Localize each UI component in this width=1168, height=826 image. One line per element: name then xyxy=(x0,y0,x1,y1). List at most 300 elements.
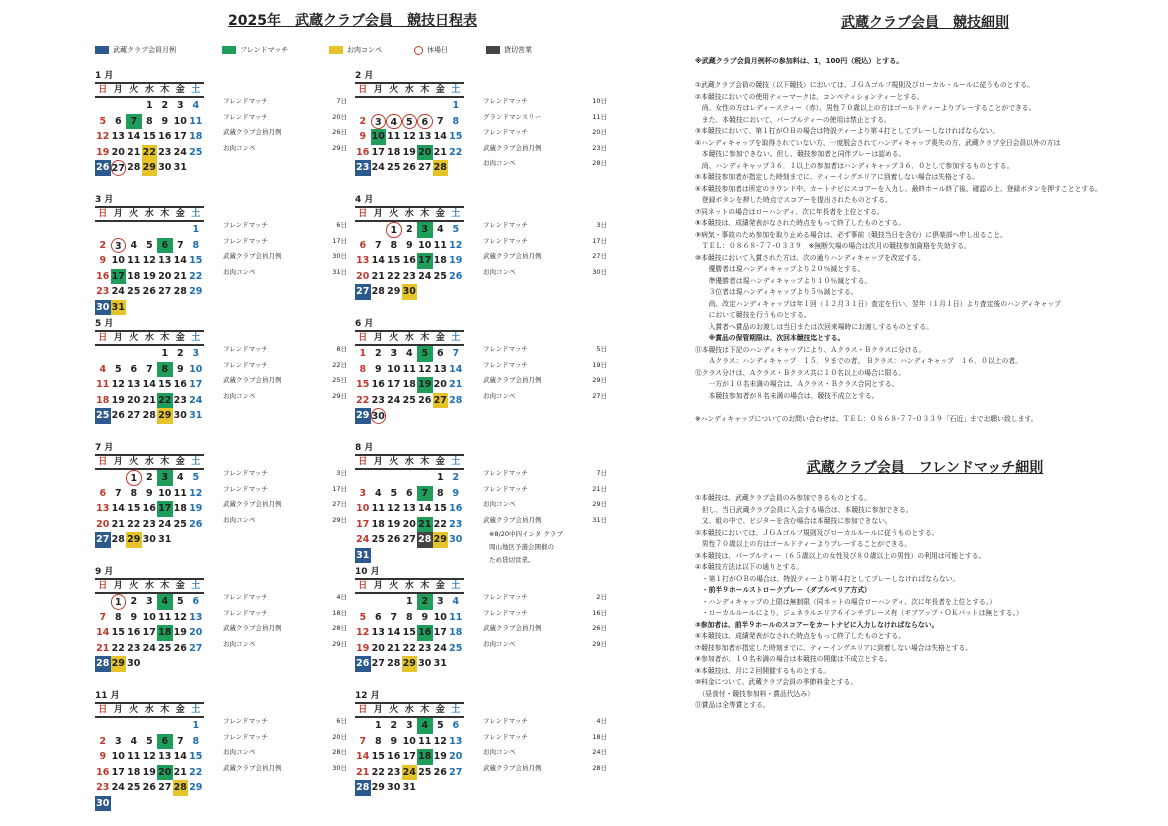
event-name: フレンドマッチ xyxy=(483,345,528,353)
legend-swatch xyxy=(486,46,500,54)
calendar-day: 22 xyxy=(189,270,203,282)
event-item xyxy=(223,110,347,126)
calendar-day: 7 xyxy=(176,239,184,251)
empty-day xyxy=(95,594,111,610)
empty-day xyxy=(142,796,158,812)
event-item xyxy=(483,497,607,513)
calendar-day: 6 xyxy=(452,720,460,731)
calendar-day: 17 xyxy=(433,627,447,638)
event-date: 24日 xyxy=(592,748,607,756)
weekday-label: 水 xyxy=(402,455,418,469)
calendar-day: 27 xyxy=(371,658,385,669)
event-name: フレンドマッチ xyxy=(483,608,528,617)
calendar-day: 26 xyxy=(418,394,432,406)
weekday-label: 月 xyxy=(371,455,387,469)
weekday-label: 土 xyxy=(188,207,204,221)
week-row xyxy=(355,734,464,750)
calendar-day: 6 xyxy=(99,487,107,499)
month-title: 12 月 xyxy=(355,691,380,701)
week-row xyxy=(95,486,204,502)
week-row xyxy=(355,377,464,393)
event-name: お肉コンペ xyxy=(483,748,516,756)
weekday-label: 月 xyxy=(371,579,387,593)
weekday-label: 水 xyxy=(142,455,158,469)
event-list xyxy=(223,342,347,404)
calendar-day: 16 xyxy=(356,146,370,158)
empty-day xyxy=(386,98,402,114)
empty-day xyxy=(95,470,111,486)
empty-day xyxy=(173,532,189,548)
calendar-day: 7 xyxy=(114,487,122,499)
calendar-day: 5 xyxy=(176,596,184,607)
calendar-day: 26 xyxy=(95,160,111,176)
calendar-day: 12 xyxy=(173,611,187,623)
event-item xyxy=(223,389,347,405)
calendar-day: 15 xyxy=(127,503,141,514)
month-calendar xyxy=(95,454,204,548)
legend-label: お肉コンペ xyxy=(347,46,382,54)
calendar-day: 7 xyxy=(99,611,107,623)
event-name: 武蔵クラブ会員月例 xyxy=(483,252,542,260)
month-calendar xyxy=(355,206,464,300)
weekday-label: 土 xyxy=(188,703,204,717)
empty-day xyxy=(142,222,158,238)
event-list xyxy=(223,94,347,156)
calendar-day: 24 xyxy=(158,518,172,530)
calendar-day: 16 xyxy=(158,131,172,142)
weekday-label: 火 xyxy=(386,207,402,221)
week-row xyxy=(355,625,464,641)
calendar-day: 23 xyxy=(418,642,432,654)
event-item xyxy=(483,141,607,157)
weekday-label: 木 xyxy=(417,579,433,593)
calendar-day: 26 xyxy=(173,642,187,654)
rule-line: 尚、改定ハンディキャップは年１回（１２月３１日）査定を行い、翌年（１月１日）より査定後のハンディキャップ xyxy=(695,299,1061,308)
calendar-day: 22 xyxy=(433,518,447,530)
calendar-day: 7 xyxy=(417,486,433,502)
empty-day xyxy=(355,470,371,486)
empty-day xyxy=(433,548,449,564)
calendar-day: 26 xyxy=(189,518,203,530)
weekday-label: 金 xyxy=(173,579,189,593)
week-row xyxy=(95,734,204,750)
calendar-day: 24 xyxy=(356,534,370,545)
calendar-day: 3 xyxy=(405,720,413,731)
rule-line: 準優勝者は現ハンディキャップより１０％減とする。 xyxy=(695,276,872,285)
rule-line: 尚、女性の方はレディースティー（赤）、男性７０歳以上の方はゴールドティーよりプレーすることができる。 xyxy=(695,104,1036,112)
weekday-label: 土 xyxy=(448,331,464,345)
calendar-day: 12 xyxy=(111,379,125,390)
month-calendar xyxy=(95,82,204,176)
calendar-day: 18 xyxy=(433,255,447,266)
calendar-day: 14 xyxy=(356,751,370,762)
calendar-day: 15 xyxy=(142,131,156,142)
schedule-panel xyxy=(95,10,610,809)
rule-line: ③本競技において、第１打がＯＢの場合は特設ティーより第４打としてプレーしなければならない。 xyxy=(695,127,1000,135)
rule-line: ３位者は現ハンディキャップより５％減とする。 xyxy=(695,288,858,296)
event-date: 17日 xyxy=(332,236,347,245)
calendar-day: 29 xyxy=(371,782,385,793)
month-block xyxy=(95,316,353,436)
event-list xyxy=(483,466,607,567)
rule-line: ②本競技においての使用ティーマークは、コンペティションティーとする。 xyxy=(695,92,924,101)
event-item xyxy=(223,606,347,622)
weekday-label: 土 xyxy=(188,455,204,469)
weekday-label: 月 xyxy=(371,83,387,97)
event-list xyxy=(223,218,347,280)
empty-day xyxy=(126,718,142,734)
week-row xyxy=(95,749,204,765)
week-row xyxy=(95,532,204,548)
rule-line: ④ハンディキャップを取得されていない方、一度脱会されてハンディキャップ喪失の方、武蔵クラブ全日会員以外の方は xyxy=(695,138,1061,147)
empty-day xyxy=(188,796,204,812)
rule-line: ・第１打がＯＢの場合は、特設ティーより第４打としてプレーしなければならない。 xyxy=(695,574,960,583)
calendar-day: 21 xyxy=(433,146,447,158)
calendar-day: 25 xyxy=(433,270,447,282)
event-item xyxy=(223,745,347,761)
calendar-day: 29 xyxy=(402,656,418,672)
rule-line: ⑫クラス分けは、Ａクラス・Ｂクラス共に１０名以上の場合に限る。 xyxy=(695,368,906,377)
calendar-day: 11 xyxy=(127,751,141,762)
calendar-day: 13 xyxy=(449,735,463,747)
calendar-day: 4 xyxy=(176,472,184,483)
event-item xyxy=(483,730,607,746)
event-name: フレンドマッチ xyxy=(483,484,528,493)
week-row xyxy=(95,160,204,176)
calendar-day: 31 xyxy=(402,782,416,793)
calendar-day: 17 xyxy=(142,627,156,638)
event-item xyxy=(483,745,607,761)
event-item xyxy=(223,466,347,482)
calendar-day: 15 xyxy=(158,379,172,390)
legend-swatch xyxy=(95,46,109,54)
calendar-day: 24 xyxy=(111,782,125,793)
calendar-day: 29 xyxy=(142,160,158,176)
calendar-day: 5 xyxy=(192,472,200,483)
rule-line: ※ハンディキャップについてのお問い合わせは、ＴＥＬ：０８６８-７７-０３３９「石近」までお願い致します。 xyxy=(695,414,1038,423)
weekday-label: 金 xyxy=(433,207,449,221)
event-name: フレンドマッチ xyxy=(483,360,528,369)
calendar-day: 26 xyxy=(402,162,416,173)
event-item xyxy=(223,714,347,730)
week-row xyxy=(355,486,464,502)
event-name: フレンドマッチ xyxy=(223,593,268,601)
event-list xyxy=(483,342,607,404)
calendar-day: 27 xyxy=(158,782,172,793)
calendar-day: 26 xyxy=(449,270,463,282)
event-name: 武蔵クラブ会員月例 xyxy=(223,252,282,260)
calendar-day: 6 xyxy=(417,114,433,130)
calendar-day: 7 xyxy=(145,363,153,375)
calendar-day: 23 xyxy=(127,642,141,654)
calendar-day: 16 xyxy=(371,379,385,390)
event-list xyxy=(223,590,347,652)
event-item xyxy=(483,590,607,606)
weekday-label: 水 xyxy=(142,207,158,221)
month-block xyxy=(95,192,353,312)
weekday-label: 月 xyxy=(111,703,127,717)
event-name: お肉コンペ xyxy=(223,748,256,756)
calendar-day: 27 xyxy=(158,286,172,297)
weekday-label: 水 xyxy=(142,83,158,97)
event-date: 4日 xyxy=(336,593,347,601)
calendar-day: 23 xyxy=(96,286,110,297)
calendar-day: 4 xyxy=(157,594,173,610)
empty-day xyxy=(402,408,418,424)
event-item xyxy=(483,249,607,265)
calendar-day: 12 xyxy=(142,255,156,266)
calendar-day: 29 xyxy=(355,408,371,424)
calendar-day: 7 xyxy=(436,115,444,127)
calendar-day: 8 xyxy=(145,115,153,127)
week-row xyxy=(355,548,464,564)
calendar-day: 16 xyxy=(449,503,463,514)
event-item xyxy=(223,249,347,265)
weekday-label: 木 xyxy=(417,207,433,221)
event-name: フレンドマッチ xyxy=(223,97,268,105)
event-date: 29日 xyxy=(332,515,347,524)
weekday-header xyxy=(95,330,204,346)
empty-day xyxy=(111,796,127,812)
event-list xyxy=(483,218,607,280)
legend-swatch xyxy=(329,46,343,54)
event-item xyxy=(223,358,347,374)
week-row xyxy=(95,765,204,781)
rule-line: また、本競技において、パーブルティーの使用は禁止とする。 xyxy=(695,115,891,124)
event-item xyxy=(483,637,607,653)
legend-label: 貸切営業 xyxy=(504,46,532,54)
calendar-day: 9 xyxy=(99,751,107,762)
calendar-day: 26 xyxy=(355,656,371,672)
event-name: 武蔵クラブ会員月例 xyxy=(223,624,282,632)
month-block xyxy=(355,192,613,312)
empty-day xyxy=(173,300,189,316)
weekday-label: 水 xyxy=(402,331,418,345)
week-row xyxy=(95,656,204,672)
event-date: 28日 xyxy=(332,624,347,632)
weekday-label: 月 xyxy=(111,579,127,593)
weekday-header xyxy=(95,702,204,718)
calendar-day: 3 xyxy=(145,596,153,607)
legend xyxy=(95,44,610,56)
calendar-day: 25 xyxy=(418,766,432,778)
week-row xyxy=(95,501,204,517)
rule-line: 又、組の中で、ビジターを含む場合は本競技に参加できない。 xyxy=(695,517,892,525)
week-row xyxy=(95,114,204,130)
month-title: 7 月 xyxy=(95,443,114,453)
week-row xyxy=(95,253,204,269)
event-name: 武蔵クラブ会員月例 xyxy=(223,763,282,772)
weekday-label: 土 xyxy=(448,703,464,717)
calendar-day: 28 xyxy=(433,160,449,176)
event-item xyxy=(483,513,607,529)
event-item xyxy=(483,482,607,498)
calendar-day: 18 xyxy=(387,146,401,158)
week-row xyxy=(355,346,464,362)
calendar-day: 9 xyxy=(99,255,107,266)
month-block xyxy=(355,440,613,564)
calendar-day: 13 xyxy=(371,627,385,638)
calendar-day: 26 xyxy=(142,286,156,297)
calendar-day: 31 xyxy=(111,300,127,316)
weekday-label: 日 xyxy=(95,83,111,97)
weekday-label: 土 xyxy=(448,83,464,97)
calendar-day: 5 xyxy=(99,115,107,127)
calendar-day: 1 xyxy=(452,100,460,111)
empty-day xyxy=(111,346,127,362)
event-name: お肉コンペ xyxy=(223,391,256,400)
weekday-label: 日 xyxy=(355,207,371,221)
calendar-day: 26 xyxy=(387,534,401,545)
calendar-day: 23 xyxy=(173,394,187,406)
empty-day xyxy=(157,222,173,238)
empty-day xyxy=(157,300,173,316)
calendar-day: 25 xyxy=(127,286,141,297)
calendar-day: 19 xyxy=(433,751,447,762)
week-row xyxy=(95,718,204,734)
event-name: お肉コンペ xyxy=(483,159,516,167)
empty-day xyxy=(371,470,387,486)
calendar-day: 13 xyxy=(158,255,172,266)
calendar-day: 21 xyxy=(173,270,187,282)
calendar-day: 30 xyxy=(449,534,463,545)
empty-day xyxy=(355,594,371,610)
event-item xyxy=(483,621,607,637)
calendar-day: 4 xyxy=(130,239,138,251)
week-row xyxy=(95,98,204,114)
calendar-day: 28 xyxy=(95,656,111,672)
calendar-day: 16 xyxy=(173,379,187,390)
calendar-day: 23 xyxy=(449,518,463,530)
event-item xyxy=(223,234,347,250)
calendar-day: 27 xyxy=(433,393,449,409)
event-date: 28日 xyxy=(592,159,607,167)
calendar-day: 12 xyxy=(433,735,447,747)
calendar-day: 19 xyxy=(417,377,433,393)
month-title: 8 月 xyxy=(355,443,374,453)
week-row xyxy=(355,114,464,130)
calendar-day: 8 xyxy=(192,735,200,747)
calendar-day: 10 xyxy=(142,611,156,623)
calendar-day: 29 xyxy=(433,532,449,548)
event-date: 29日 xyxy=(592,376,607,384)
week-row xyxy=(95,222,204,238)
event-date: 19日 xyxy=(592,360,607,369)
calendar-day: 2 xyxy=(145,472,153,483)
weekday-label: 木 xyxy=(157,83,173,97)
legend-swatch xyxy=(222,46,236,54)
event-item xyxy=(223,94,347,110)
month-block xyxy=(355,68,613,188)
weekday-label: 木 xyxy=(157,579,173,593)
calendar-day: 4 xyxy=(99,363,107,375)
calendar-day: 4 xyxy=(417,718,433,734)
weekday-label: 金 xyxy=(173,83,189,97)
calendar-day: 9 xyxy=(161,115,169,127)
empty-day xyxy=(417,470,433,486)
weekday-label: 土 xyxy=(188,83,204,97)
calendar-day: 24 xyxy=(387,394,401,406)
empty-day xyxy=(355,222,371,238)
calendar-day: 14 xyxy=(142,379,156,390)
event-date: 27日 xyxy=(592,391,607,400)
calendar-day: 21 xyxy=(173,766,187,778)
event-item xyxy=(483,761,607,777)
calendar-day: 8 xyxy=(192,239,200,251)
weekday-label: 金 xyxy=(433,703,449,717)
calendar-day: 13 xyxy=(418,131,432,142)
empty-day xyxy=(188,656,204,672)
calendar-day: 21 xyxy=(356,766,370,778)
week-row xyxy=(95,300,204,316)
calendar-day: 28 xyxy=(355,780,371,796)
calendar-day: 30 xyxy=(95,796,111,812)
calendar-day: 15 xyxy=(111,627,125,638)
weekday-label: 火 xyxy=(386,703,402,717)
calendar-day: 2 xyxy=(417,594,433,610)
event-date: 29日 xyxy=(332,639,347,648)
event-name: フレンドマッチ xyxy=(223,608,268,617)
weekday-label: 金 xyxy=(433,331,449,345)
weekday-header xyxy=(95,206,204,222)
calendar-day: 31 xyxy=(355,548,371,564)
week-row xyxy=(95,796,204,812)
empty-day xyxy=(173,718,189,734)
closed-day-icon xyxy=(414,46,423,55)
week-row xyxy=(95,284,204,300)
rule-line: Ａクラス：ハンディキャップ １５．９までの者。 Ｂクラス：ハンディキャップ １６．０以上の者。 xyxy=(695,357,1022,365)
calendar-day: 22 xyxy=(387,270,401,282)
week-row xyxy=(95,238,204,254)
calendar-day: 11 xyxy=(433,239,447,251)
empty-day xyxy=(402,470,418,486)
calendar-day: 1 xyxy=(126,470,142,486)
calendar-day: 5 xyxy=(145,735,153,747)
rule-line: 尚、ハンディキャップ３６．１以上の参加者はハンディキャップ３６．０として参加するものとする。 xyxy=(695,161,1014,170)
event-name: お肉コンペ xyxy=(483,267,516,276)
calendar-day: 4 xyxy=(130,735,138,747)
calendar-day: 28 xyxy=(142,410,156,421)
month-title: 1 月 xyxy=(95,71,114,81)
weekday-label: 火 xyxy=(126,83,142,97)
calendar-day: 10 xyxy=(356,503,370,514)
event-name: 武蔵クラブ会員月例 xyxy=(223,500,282,508)
weekday-header xyxy=(355,82,464,98)
week-row xyxy=(355,98,464,114)
calendar-day: 11 xyxy=(127,255,141,266)
rule-line: 但し、当日武蔵クラブ会員に入会する場合は、本競技に参加できる。 xyxy=(695,505,913,514)
rule-line: ⑪本競技は下記のハンディキャップにより、Ａクラス・Ｂクラスに分ける。 xyxy=(695,345,926,354)
calendar-day: 26 xyxy=(142,782,156,793)
calendar-day: 27 xyxy=(111,160,127,176)
event-item xyxy=(223,141,347,157)
calendar-day: 28 xyxy=(111,534,125,545)
calendar-day: 9 xyxy=(176,363,184,375)
calendar-day: 28 xyxy=(173,286,187,297)
rule-line: （昼食付・競技参加料・賞品代込み） xyxy=(695,689,814,698)
weekday-label: 日 xyxy=(95,703,111,717)
calendar-day: 17 xyxy=(111,269,127,285)
calendar-day: 17 xyxy=(417,253,433,269)
rule-line: ・前半９ホールストロークプレー（ダブルペリア方式） xyxy=(695,586,871,594)
rule-line: ⑧本競技は、成績発表がなされた時点をもって終了したものとする。 xyxy=(695,219,905,227)
calendar-day: 18 xyxy=(96,394,110,406)
calendar-day: 25 xyxy=(158,642,172,654)
calendar-day: 5 xyxy=(417,346,433,362)
event-date: 17日 xyxy=(592,236,607,245)
calendar-day: 10 xyxy=(111,255,125,266)
month-block xyxy=(355,564,613,684)
